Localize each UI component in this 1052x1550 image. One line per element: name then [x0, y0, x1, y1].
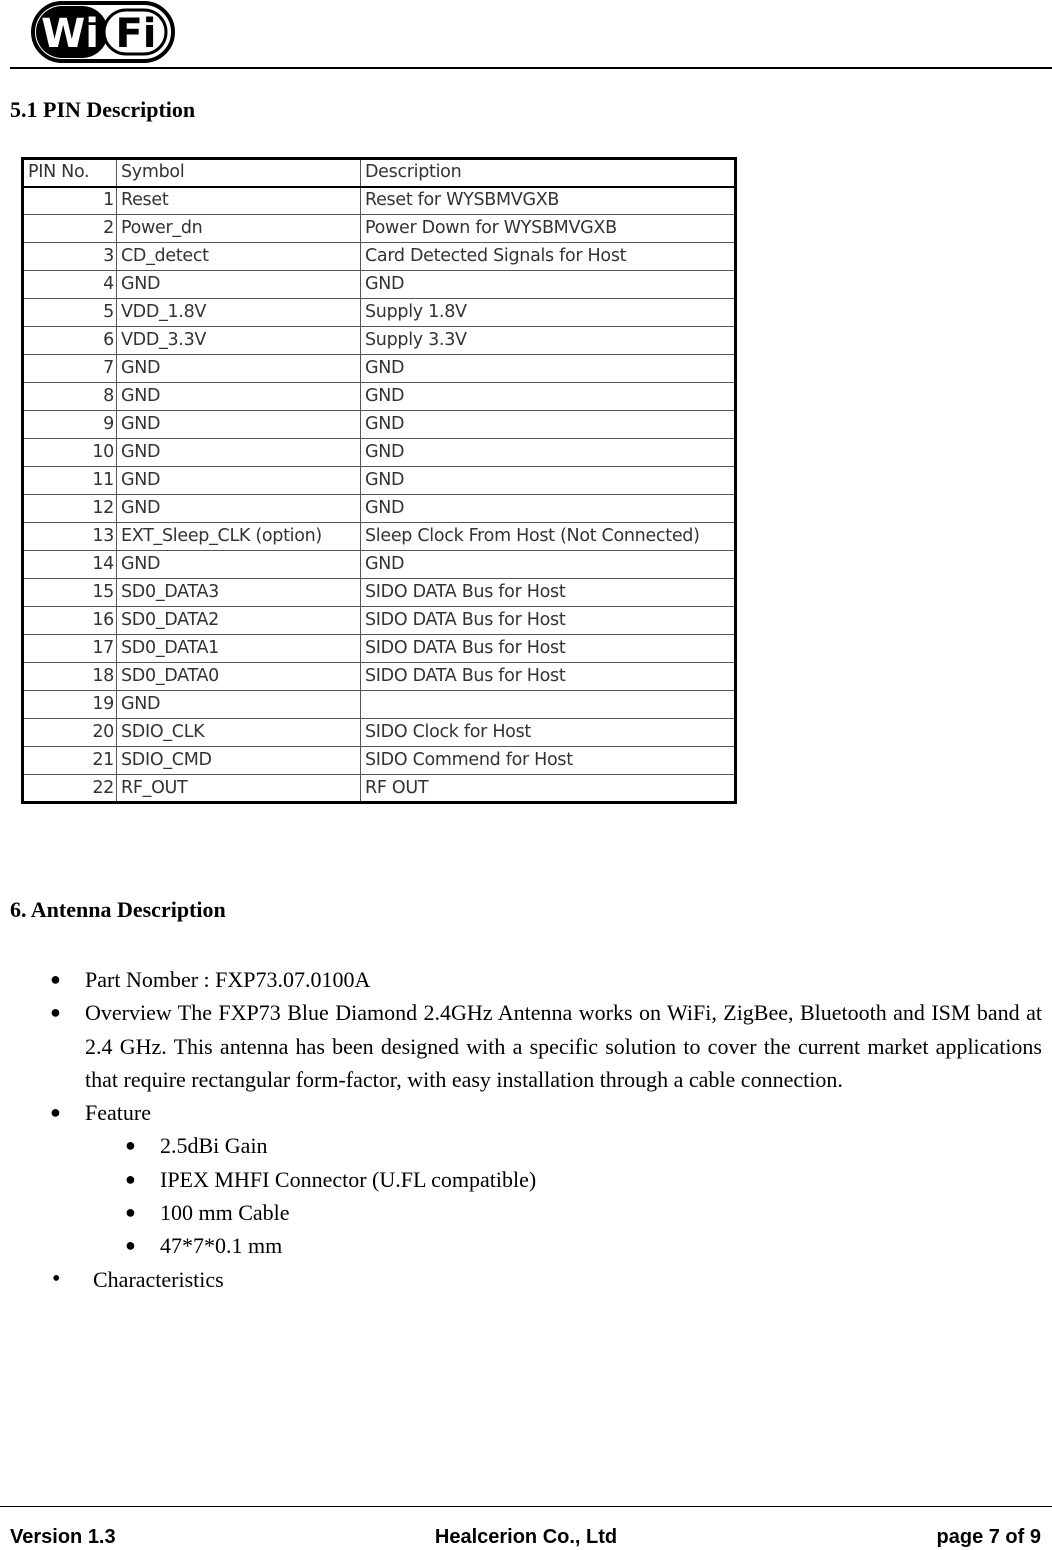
footer-company: Healcerion Co., Ltd	[434, 1526, 618, 1548]
cell-symbol: GND	[117, 691, 361, 719]
feature-item	[0, 1196, 1052, 1229]
table-row	[23, 551, 736, 579]
table-row	[23, 467, 736, 495]
cell-symbol: GND	[117, 439, 361, 467]
cell-pin-no: 3	[23, 243, 117, 271]
list-item-part-number	[0, 963, 1042, 996]
table-row	[23, 719, 736, 747]
bullet-icon: ●	[125, 1235, 136, 1256]
bullet-icon: ●	[50, 1102, 61, 1123]
bullet-icon: ●	[50, 1002, 61, 1023]
feature-text: 47*7*0.1 mm	[160, 1233, 283, 1259]
table-row	[23, 775, 736, 803]
table-row	[23, 215, 736, 243]
cell-pin-no: 7	[23, 355, 117, 383]
cell-description: Card Detected Signals for Host	[361, 243, 736, 271]
cell-description: RF OUT	[361, 775, 736, 803]
table-row	[23, 243, 736, 271]
characteristics-label: Characteristics	[93, 1266, 224, 1292]
cell-pin-no: 10	[23, 439, 117, 467]
feature-label: Feature	[85, 1100, 151, 1126]
cell-description	[361, 691, 736, 719]
table-row	[23, 187, 736, 215]
bullet-icon: ●	[50, 969, 61, 989]
cell-description: GND	[361, 271, 736, 299]
pin-table-body	[23, 187, 736, 803]
cell-symbol: GND	[117, 551, 361, 579]
cell-pin-no: 16	[23, 607, 117, 635]
table-row	[23, 579, 736, 607]
cell-description: GND	[361, 551, 736, 579]
logo-text-fi: Fi	[115, 11, 157, 57]
cell-description: GND	[361, 467, 736, 495]
feature-item	[0, 1229, 1052, 1262]
cell-description: Supply 3.3V	[361, 327, 736, 355]
cell-description: SIDO Commend for Host	[361, 747, 736, 775]
cell-description: SIDO Clock for Host	[361, 719, 736, 747]
cell-symbol: GND	[117, 411, 361, 439]
cell-description: SIDO DATA Bus for Host	[361, 607, 736, 635]
cell-pin-no: 12	[23, 495, 117, 523]
cell-pin-no: 22	[23, 775, 117, 803]
logo-text-wi: Wi	[41, 11, 99, 57]
cell-description: GND	[361, 411, 736, 439]
cell-pin-no: 13	[23, 523, 117, 551]
section-title-pin: 5.1 PIN Description	[10, 97, 196, 122]
cell-pin-no: 17	[23, 635, 117, 663]
table-row	[23, 383, 736, 411]
cell-description: SIDO DATA Bus for Host	[361, 579, 736, 607]
table-row	[23, 327, 736, 355]
table-row	[23, 439, 736, 467]
list-item-feature	[0, 1096, 1042, 1129]
cell-symbol: SD0_DATA3	[117, 579, 361, 607]
list-item-overview	[0, 996, 1042, 1096]
cell-symbol: GND	[117, 271, 361, 299]
feature-text: 2.5dBi Gain	[160, 1133, 268, 1159]
table-row	[23, 607, 736, 635]
cell-pin-no: 19	[23, 691, 117, 719]
cell-pin-no: 9	[23, 411, 117, 439]
part-number-text: Part Nomber : FXP73.07.0100A	[85, 967, 371, 992]
footer-version: Version 1.3	[10, 1526, 116, 1548]
cell-pin-no: 2	[23, 215, 117, 243]
pin-description-table	[21, 157, 737, 804]
cell-pin-no: 4	[23, 271, 117, 299]
cell-symbol: RF_OUT	[117, 775, 361, 803]
cell-description: Reset for WYSBMVGXB	[361, 187, 736, 215]
cell-description: GND	[361, 355, 736, 383]
cell-description: GND	[361, 439, 736, 467]
antenna-description	[0, 963, 1052, 1296]
table-row	[23, 411, 736, 439]
feature-item	[0, 1129, 1052, 1162]
footer-divider	[0, 1506, 1052, 1507]
cell-pin-no: 5	[23, 299, 117, 327]
cell-pin-no: 21	[23, 747, 117, 775]
feature-text: 100 mm Cable	[160, 1200, 290, 1226]
cell-symbol: GND	[117, 355, 361, 383]
cell-pin-no: 14	[23, 551, 117, 579]
cell-description: SIDO DATA Bus for Host	[361, 635, 736, 663]
table-row	[23, 355, 736, 383]
bullet-icon: ●	[125, 1168, 136, 1189]
cell-symbol: Reset	[117, 187, 361, 215]
cell-pin-no: 8	[23, 383, 117, 411]
cell-symbol: GND	[117, 495, 361, 523]
cell-pin-no: 6	[23, 327, 117, 355]
bullet-icon: ●	[125, 1135, 136, 1156]
overview-text: Overview The FXP73 Blue Diamond 2.4GHz Antenna works on WiFi, ZigBee, Bluetooth and ISM band at 2.4 GHz. This antenna has been designed with a specific solution to cover the current market applications that require rectangular form-factor, with easy installation through a cable connection.	[85, 1000, 1042, 1092]
feature-text: IPEX MHFI Connector (U.FL compatible)	[160, 1166, 537, 1192]
cell-symbol: SD0_DATA0	[117, 663, 361, 691]
cell-pin-no: 15	[23, 579, 117, 607]
column-header-pin-no: PIN No.	[23, 159, 117, 187]
cell-pin-no: 1	[23, 187, 117, 215]
wifi-logo	[30, 0, 176, 64]
cell-symbol: SDIO_CLK	[117, 719, 361, 747]
table-row	[23, 635, 736, 663]
cell-pin-no: 11	[23, 467, 117, 495]
cell-symbol: SDIO_CMD	[117, 747, 361, 775]
cell-pin-no: 20	[23, 719, 117, 747]
table-row	[23, 663, 736, 691]
cell-pin-no: 18	[23, 663, 117, 691]
cell-symbol: EXT_Sleep_CLK (option)	[117, 523, 361, 551]
cell-symbol: GND	[117, 383, 361, 411]
table-row	[23, 691, 736, 719]
column-header-symbol: Symbol	[117, 159, 361, 187]
list-item-characteristics	[0, 1263, 1052, 1296]
table-row	[23, 747, 736, 775]
table-row	[23, 523, 736, 551]
cell-symbol: CD_detect	[117, 243, 361, 271]
footer-page-number: page 7 of 9	[936, 1526, 1041, 1548]
table-row	[23, 271, 736, 299]
bullet-icon: ●	[125, 1202, 136, 1223]
cell-description: GND	[361, 495, 736, 523]
table-row	[23, 495, 736, 523]
cell-description: Power Down for WYSBMVGXB	[361, 215, 736, 243]
cell-symbol: Power_dn	[117, 215, 361, 243]
table-header-row	[23, 159, 736, 187]
bullet-icon: •	[52, 1265, 61, 1292]
cell-symbol: VDD_3.3V	[117, 327, 361, 355]
cell-description: Supply 1.8V	[361, 299, 736, 327]
cell-symbol: VDD_1.8V	[117, 299, 361, 327]
table-row	[23, 299, 736, 327]
header-divider	[10, 67, 1052, 69]
section-title-antenna: 6. Antenna Description	[10, 897, 226, 922]
column-header-description: Description	[361, 159, 736, 187]
cell-description: SIDO DATA Bus for Host	[361, 663, 736, 691]
cell-symbol: GND	[117, 467, 361, 495]
cell-description: GND	[361, 383, 736, 411]
cell-symbol: SD0_DATA2	[117, 607, 361, 635]
cell-description: Sleep Clock From Host (Not Connected)	[361, 523, 736, 551]
feature-item	[0, 1163, 1052, 1196]
cell-symbol: SD0_DATA1	[117, 635, 361, 663]
